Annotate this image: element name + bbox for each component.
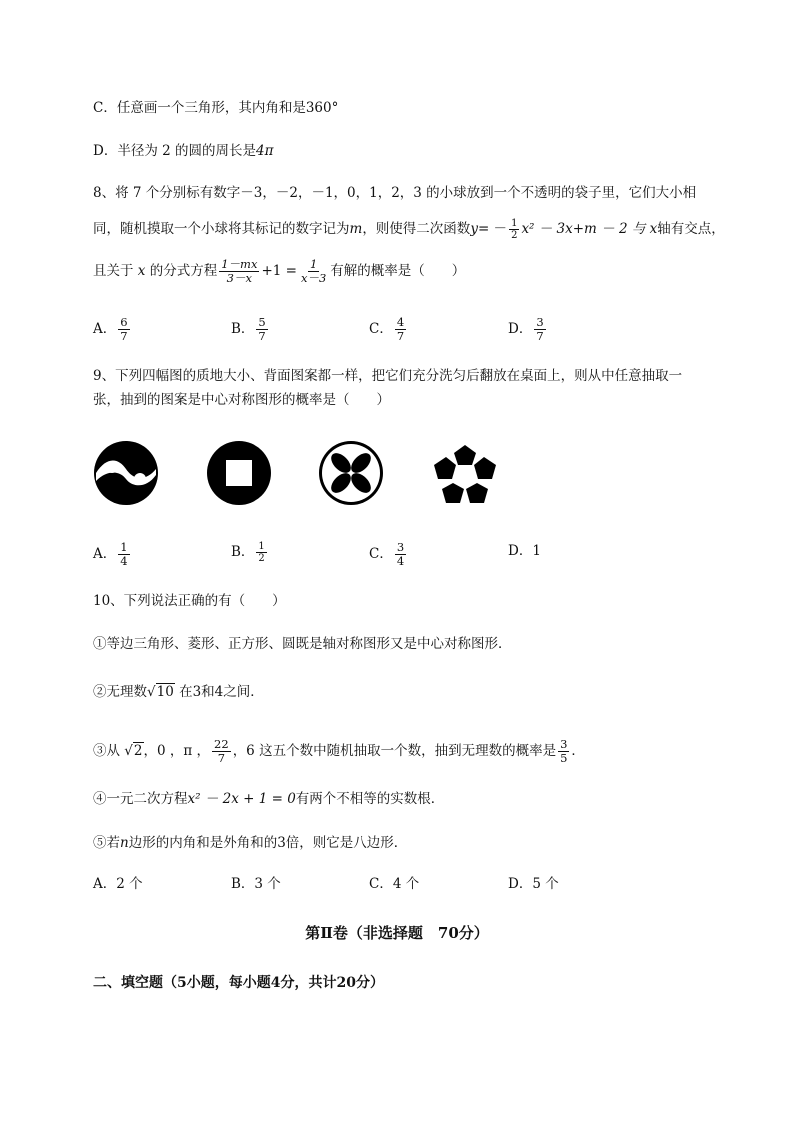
option-fraction: [256, 316, 267, 343]
q8-fraction-num: 1: [511, 218, 518, 229]
sqrt-2: √2: [124, 743, 143, 759]
q9-stem-line1: 9、下列四幅图的质地大小、背面图案都一样，把它们充分洗匀后翻放在桌面上，则从中任意抽取一: [93, 368, 683, 384]
yin-yang-like-figure: [92, 439, 160, 507]
q10-option-a[interactable]: [93, 874, 143, 894]
q8-option-b[interactable]: [231, 316, 270, 343]
statement-text: ④一元二次方程: [93, 791, 188, 807]
option-fraction: [118, 541, 129, 568]
statement-text: ②无理数: [93, 684, 147, 700]
fraction-den: 5: [560, 751, 568, 765]
q8-fraction-num: 1: [309, 257, 318, 271]
statement-text: 有两个不相等的实数根．: [295, 791, 445, 807]
q10-statement-3: [93, 738, 585, 765]
statement-text: 边形的内角和是外角和的3倍，则它是八边形．: [128, 835, 408, 851]
figure-inner: [322, 444, 380, 502]
q9-option-a[interactable]: [93, 541, 132, 568]
pentagon: [434, 457, 456, 479]
q8-var-x: x: [649, 221, 658, 237]
q8-option-d[interactable]: [508, 316, 548, 343]
option-label: C．: [369, 546, 393, 562]
q10-statement-4: [93, 789, 444, 809]
fraction-den: 7: [120, 329, 128, 343]
option-label: B．: [231, 876, 255, 892]
statement-text: ，0 ，π ，: [143, 743, 211, 759]
pentagon: [454, 445, 476, 465]
fraction-num: 3: [396, 540, 405, 554]
q7-option-c: C．任意画一个三角形，其内角和是360°: [93, 100, 339, 116]
q8-stem-line1: 8、将 7 个分别标有数字－3，－2，－1，0，1，2，3 的小球放到一个不透明的袋子里，它们大小相: [93, 185, 697, 201]
option-label: A．: [93, 546, 117, 562]
option-label: D．: [508, 321, 533, 337]
q8-text: ，则使得二次函数: [362, 221, 471, 237]
var-n: n: [120, 835, 129, 851]
q8-var-y: y: [470, 221, 478, 237]
q8-text: = －: [477, 221, 508, 237]
option-fraction: [256, 541, 266, 564]
q8-fraction-num: 1－mx: [221, 257, 258, 271]
q8-fraction-half: [509, 218, 519, 241]
q8-fraction-den: 3－x: [226, 271, 252, 285]
option-label: C．: [369, 321, 393, 337]
figure-dot-left: [106, 461, 118, 473]
fraction-num: 3: [536, 315, 544, 329]
option-label: C．: [369, 876, 393, 892]
sqrt-radicand: 2: [133, 743, 143, 759]
option-fraction: [118, 316, 129, 343]
q8-stem-line2: [93, 218, 725, 241]
q8-text: 同，随机摸取一个小球将其标记的数字记为: [93, 221, 350, 237]
fraction-22-7: [212, 738, 231, 765]
option-fraction: [395, 541, 406, 568]
q7-option-d: [93, 141, 273, 161]
part-two-title: 第Ⅱ卷（非选择题 70分）: [305, 924, 489, 942]
option-label: B．: [231, 321, 255, 337]
q10-stem: 10、下列说法正确的有（ ）: [93, 593, 286, 609]
q10-option-c[interactable]: [369, 874, 419, 894]
option-text: 4 个: [392, 876, 420, 892]
statement-text: ⑤若: [93, 835, 120, 851]
statement-text: ，6 这五个数中随机抽取一个数，抽到无理数的概率是: [232, 743, 557, 759]
quadratic-equation: x² － 2x + 1 = 0: [187, 791, 296, 807]
option-text: 3 个: [254, 876, 281, 892]
statement-text: 在3和4之间．: [179, 684, 264, 700]
pentagon: [474, 457, 496, 479]
fraction-den: 2: [258, 553, 265, 564]
q8-var-m: m: [349, 221, 363, 237]
option-label: D．: [508, 543, 533, 559]
fraction-3-5: [558, 738, 569, 765]
q10-statement-5: [93, 833, 407, 853]
fraction-num: 6: [120, 315, 128, 329]
fraction-num: 1: [120, 540, 128, 554]
q8-fraction-den: 2: [511, 230, 518, 241]
fraction-num: 5: [258, 315, 266, 329]
fraction-num: 4: [396, 315, 405, 329]
statement-text: ．: [571, 743, 585, 759]
pentagon-pattern-figure: [432, 443, 498, 505]
sqrt-radicand: 10: [156, 684, 174, 700]
q8-text: 且关于: [93, 263, 134, 279]
pentagon: [466, 483, 488, 503]
option-text: 5 个: [532, 876, 559, 892]
fraction-den: 4: [120, 554, 128, 568]
q8-stem-line3: [93, 258, 465, 285]
q8-text: 轴有交点，: [657, 221, 725, 237]
option-label: A．: [93, 321, 117, 337]
option-label: D．: [508, 876, 533, 892]
q7-option-d-math: 4π: [256, 143, 274, 159]
q8-var-x: x: [137, 263, 146, 279]
q8-equation-fraction-right: [299, 258, 328, 285]
fraction-den: 7: [536, 329, 544, 343]
q9-option-c[interactable]: [369, 541, 408, 568]
section-heading-fill-in: 二、填空题（5小题，每小题4分，共计20分）: [93, 975, 384, 991]
option-fraction: [395, 316, 406, 343]
q8-equation-fraction-left: [219, 258, 259, 285]
four-petal-figure: [317, 439, 385, 507]
figure-square: [226, 460, 252, 486]
fraction-den: 4: [396, 554, 405, 568]
q9-option-b[interactable]: [231, 541, 269, 564]
pentagon: [442, 483, 464, 503]
fraction-num: 3: [560, 737, 568, 751]
q10-option-b[interactable]: [231, 874, 281, 894]
q8-equation-mid: +1 =: [261, 263, 297, 279]
fraction-den: 7: [396, 329, 405, 343]
q8-fraction-den: x－3: [300, 271, 327, 285]
circle-with-square-figure: [205, 439, 273, 507]
fraction-den: 7: [258, 329, 266, 343]
q8-option-a[interactable]: [93, 316, 132, 343]
q10-statement-1: ①等边三角形、菱形、正方形、圆既是轴对称图形又是中心对称图形．: [93, 636, 512, 652]
q7-option-d-text: D．半径为 2 的圆的周长是: [93, 143, 256, 159]
figure-pentagons: [434, 445, 496, 503]
option-text: 2 个: [116, 876, 143, 892]
option-label: B．: [231, 544, 255, 560]
option-text: 1: [532, 543, 541, 559]
sqrt-10: √10: [147, 684, 174, 700]
q10-option-d[interactable]: [508, 874, 559, 894]
fraction-num: 1: [258, 541, 265, 552]
q8-option-c[interactable]: [369, 316, 408, 343]
q8-function-tail: x² － 3x+m － 2 与: [521, 221, 646, 237]
statement-text: ③从: [93, 743, 120, 759]
q10-statement-2: [93, 682, 264, 702]
figure-dot-right: [134, 473, 146, 485]
option-label: A．: [93, 876, 117, 892]
q9-option-d[interactable]: [508, 541, 541, 561]
q9-stem-line2: 张，抽到的图案是中心对称图形的概率是（ ）: [93, 392, 390, 408]
q8-text: 的分式方程: [149, 263, 218, 279]
option-fraction: [534, 316, 545, 343]
fraction-num: 22: [214, 737, 229, 751]
q8-text: 有解的概率是（ ）: [330, 263, 466, 279]
fraction-den: 7: [217, 751, 226, 765]
